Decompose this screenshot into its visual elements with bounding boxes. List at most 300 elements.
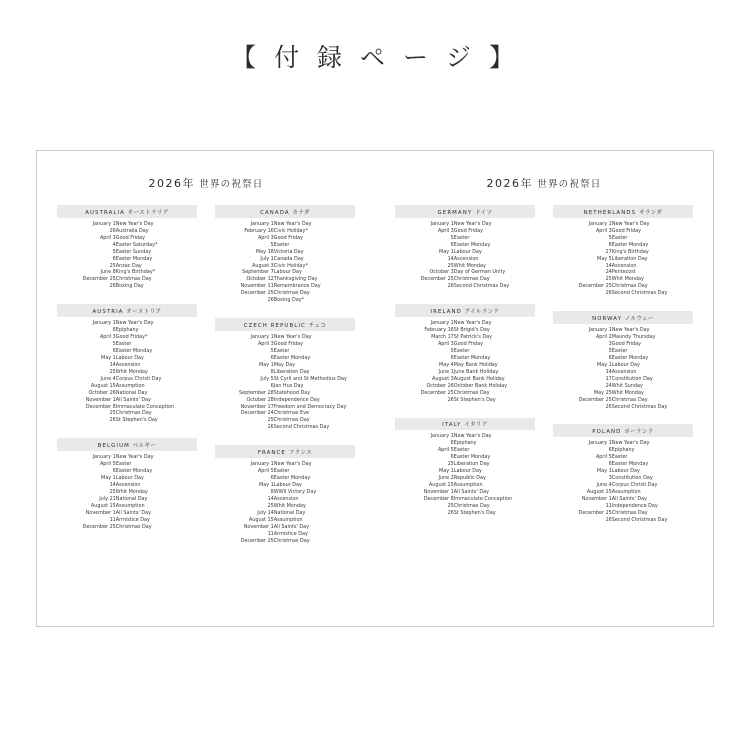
holiday-name: All Saints' Day: [273, 523, 309, 530]
country-block: [553, 424, 693, 523]
holiday-name: Good Friday: [273, 340, 304, 347]
holiday-date: 26: [447, 509, 454, 516]
holiday-date: April 5: [595, 454, 612, 461]
holiday-table: [215, 334, 355, 431]
holiday-row: [215, 297, 355, 304]
holiday-date: May 1: [439, 468, 454, 475]
holiday-name: New Year's Day: [273, 334, 312, 340]
holiday-row: [57, 454, 197, 461]
holiday-name: Liberation Day: [611, 255, 648, 262]
holiday-row: [553, 348, 693, 355]
holiday-row: [57, 410, 197, 417]
holiday-name: New Year's Day: [611, 440, 650, 447]
holiday-row: [57, 235, 197, 242]
holiday-name: Victoria Day: [273, 248, 304, 255]
holiday-name: Easter Monday: [611, 461, 649, 468]
holiday-row: [215, 410, 355, 417]
holiday-name: Labour Day: [611, 468, 640, 475]
holiday-name: New Year's Day: [115, 320, 154, 327]
country-name-jp: ノルウェー: [624, 315, 654, 322]
holiday-row: [57, 482, 197, 489]
holiday-name: Anzac Day: [115, 262, 142, 269]
holiday-row: [395, 510, 535, 517]
holiday-name: Immaculate Conception: [115, 403, 175, 410]
country-header: [215, 205, 355, 218]
holiday-name: New Year's Day: [611, 327, 650, 334]
holiday-date: November 1: [423, 488, 454, 495]
sheet-subtitle-right: 世界の祝祭日: [537, 179, 602, 190]
holiday-date: May 1: [259, 361, 274, 368]
holiday-row: [553, 341, 693, 348]
holiday-row: [553, 397, 693, 404]
holiday-name: St Brigid's Day: [453, 327, 490, 334]
holiday-date: January 1: [588, 327, 612, 334]
country-name-en: FRANCE: [257, 449, 286, 456]
holiday-row: [57, 221, 197, 228]
holiday-table: [395, 320, 535, 403]
holiday-date: October 12: [246, 276, 274, 283]
holiday-row: [553, 249, 693, 256]
holiday-row: [553, 334, 693, 341]
country-header: [395, 205, 535, 218]
holiday-table: [57, 320, 197, 424]
holiday-name: Easter: [611, 234, 628, 241]
country-block: [215, 445, 355, 544]
holiday-name: Good Friday: [611, 227, 642, 234]
holiday-row: [215, 276, 355, 283]
holiday-name: Civic Holiday*: [273, 262, 308, 269]
holiday-name: Freedom and Democracy Day: [273, 403, 347, 410]
holiday-table: [395, 433, 535, 516]
holiday-name: Christmas Day: [453, 389, 490, 396]
holiday-name: WWII Victory Day: [273, 488, 317, 495]
holiday-name: Easter: [115, 461, 132, 468]
holiday-name: Ascension: [273, 495, 299, 502]
holiday-name: Ascension: [115, 361, 141, 368]
holiday-row: [553, 390, 693, 397]
holiday-name: St Stephen's Day: [453, 509, 496, 516]
holiday-date: 26: [447, 283, 454, 290]
holiday-row: [553, 290, 693, 297]
holiday-row: [57, 417, 197, 424]
holiday-row: [215, 461, 355, 468]
holiday-table: [553, 327, 693, 410]
holiday-row: [553, 517, 693, 524]
holiday-date: November 1: [85, 509, 116, 516]
holiday-row: [395, 482, 535, 489]
holiday-date: 25: [267, 502, 274, 509]
holiday-name: Constitution Day: [611, 375, 653, 382]
holiday-row: [395, 489, 535, 496]
holiday-row: [215, 517, 355, 524]
holiday-date: 26: [109, 417, 116, 424]
holiday-row: [395, 276, 535, 283]
holiday-name: Labour Day: [273, 481, 302, 488]
calendar-spread: [36, 150, 714, 627]
holiday-date: January 1: [588, 440, 612, 447]
holiday-date: 26: [109, 227, 116, 234]
column-left-1: [57, 205, 197, 559]
column-right-2: [553, 205, 693, 538]
holiday-name: Easter Sunday: [115, 248, 152, 255]
holiday-row: [395, 269, 535, 276]
holiday-date: October 26: [426, 382, 454, 389]
country-name-jp: カナダ: [292, 209, 310, 216]
holiday-row: [57, 320, 197, 327]
holiday-name: Second Christmas Day: [273, 424, 330, 431]
holiday-date: December 25: [578, 283, 612, 290]
holiday-date: 6: [112, 327, 116, 334]
holiday-name: Good Friday: [453, 227, 484, 234]
holiday-row: [395, 376, 535, 383]
holiday-row: [215, 510, 355, 517]
holiday-date: 24: [605, 269, 612, 276]
country-block: [57, 438, 197, 530]
holiday-name: Easter: [611, 347, 628, 354]
holiday-date: 6: [608, 241, 612, 248]
holiday-date: April 3: [595, 227, 612, 234]
holiday-row: [395, 362, 535, 369]
holiday-date: May 1: [101, 475, 116, 482]
holiday-row: [215, 531, 355, 538]
holiday-name: Statehood Day: [273, 389, 311, 396]
holiday-date: 6: [270, 382, 274, 389]
holiday-date: 5: [112, 340, 116, 347]
holiday-name: Remembrance Day: [273, 283, 321, 290]
holiday-name: Boxing Day*: [273, 297, 305, 304]
holiday-date: 6: [608, 354, 612, 361]
holiday-name: October Bank Holiday: [453, 382, 508, 389]
holiday-row: [215, 362, 355, 369]
holiday-table: [553, 440, 693, 523]
holiday-name: Good Friday: [611, 340, 642, 347]
country-header: [395, 418, 535, 431]
holiday-name: Easter: [453, 347, 470, 354]
country-name-jp: ドイツ: [475, 209, 493, 216]
holiday-date: 25: [109, 410, 116, 417]
holiday-name: St Stephen's Day: [453, 396, 496, 403]
holiday-name: Whit Sunday: [611, 382, 643, 389]
holiday-name: Christmas Day: [453, 276, 490, 283]
holiday-date: 26: [447, 396, 454, 403]
holiday-date: December 25: [240, 537, 274, 544]
holiday-date: December 8: [85, 403, 116, 410]
holiday-name: National Day: [273, 509, 306, 516]
holiday-name: Assumption: [611, 488, 641, 495]
holiday-date: 6: [608, 447, 612, 454]
country-header: [57, 205, 197, 218]
holiday-name: New Year's Day: [453, 433, 492, 440]
holiday-row: [215, 242, 355, 249]
holiday-name: National Day: [115, 389, 148, 396]
holiday-row: [553, 482, 693, 489]
holiday-row: [553, 447, 693, 454]
holiday-row: [215, 355, 355, 362]
holiday-date: 6: [450, 454, 454, 461]
holiday-rows: [215, 334, 355, 431]
holiday-date: December 25: [240, 290, 274, 297]
holiday-date: 8: [270, 368, 274, 375]
holiday-row: [553, 369, 693, 376]
holiday-row: [395, 475, 535, 482]
holiday-name: Easter: [273, 347, 290, 354]
sheet-year-right: 2026年: [486, 177, 534, 190]
holiday-name: Whit Monday: [453, 262, 486, 269]
holiday-row: [57, 362, 197, 369]
holiday-rows: [553, 221, 693, 297]
holiday-date: 5: [112, 248, 116, 255]
holiday-date: May 5: [597, 255, 612, 262]
holiday-row: [395, 397, 535, 404]
sheet-left-columns: [57, 205, 355, 559]
holiday-row: [553, 489, 693, 496]
holiday-row: [553, 283, 693, 290]
holiday-name: Good Friday: [115, 234, 146, 241]
holiday-rows: [57, 320, 197, 424]
holiday-date: 6: [450, 354, 454, 361]
holiday-date: May 25: [593, 389, 612, 396]
holiday-name: Easter Monday: [115, 468, 153, 475]
holiday-name: Assumption: [115, 382, 145, 389]
holiday-row: [215, 390, 355, 397]
holiday-date: 25: [447, 262, 454, 269]
holiday-date: June 4: [596, 481, 612, 488]
holiday-row: [395, 369, 535, 376]
holiday-date: February 16: [424, 327, 454, 334]
holiday-name: Maundy Thursday: [611, 334, 656, 340]
holiday-row: [215, 341, 355, 348]
holiday-name: St Stephen's Day: [115, 417, 158, 424]
holiday-date: May 18: [255, 248, 274, 255]
holiday-date: August 3: [432, 375, 454, 382]
holiday-name: Pentecost: [611, 269, 636, 276]
holiday-date: 5: [450, 234, 454, 241]
holiday-name: Assumption: [453, 481, 483, 488]
holiday-row: [395, 228, 535, 235]
holiday-date: January 1: [430, 220, 454, 227]
holiday-name: Easter Monday: [115, 347, 153, 354]
holiday-name: Second Christmas Day: [611, 403, 668, 410]
holiday-date: 6: [112, 347, 116, 354]
holiday-row: [215, 383, 355, 390]
country-name-en: ITALY: [442, 422, 462, 429]
holiday-rows: [553, 440, 693, 523]
holiday-date: November 1: [85, 396, 116, 403]
holiday-row: [395, 235, 535, 242]
country-header: [57, 438, 197, 451]
holiday-name: All Saints' Day: [115, 396, 151, 403]
holiday-row: [215, 496, 355, 503]
holiday-date: January 1: [250, 220, 274, 227]
holiday-row: [57, 249, 197, 256]
column-left-2: [215, 205, 355, 559]
holiday-row: [395, 283, 535, 290]
country-name-en: BELGIUM: [97, 442, 130, 449]
holiday-row: [215, 404, 355, 411]
holiday-row: [215, 221, 355, 228]
holiday-date: April 3: [99, 334, 116, 340]
holiday-row: [553, 461, 693, 468]
holiday-date: 25: [109, 262, 116, 269]
holiday-table: [553, 221, 693, 297]
holiday-row: [553, 376, 693, 383]
holiday-row: [215, 538, 355, 545]
holiday-name: June Bank Holiday: [453, 368, 499, 375]
holiday-date: November 1: [581, 495, 612, 502]
holiday-date: 5: [270, 241, 274, 248]
country-name-jp: ベルギー: [132, 442, 157, 449]
holiday-date: January 1: [250, 461, 274, 468]
holiday-row: [553, 404, 693, 411]
country-block: [215, 318, 355, 431]
holiday-name: Assumption: [273, 516, 303, 523]
holiday-date: May 1: [101, 354, 116, 361]
holiday-name: Easter Monday: [115, 255, 153, 262]
holiday-row: [553, 228, 693, 235]
holiday-name: Easter Monday: [453, 454, 491, 461]
holiday-row: [215, 503, 355, 510]
holiday-name: Christmas Day: [115, 523, 152, 530]
holiday-row: [553, 269, 693, 276]
holiday-name: Easter Monday: [273, 475, 311, 482]
country-name-jp: イタリア: [464, 422, 488, 429]
holiday-row: [215, 475, 355, 482]
holiday-row: [395, 461, 535, 468]
holiday-date: December 24: [240, 410, 274, 417]
holiday-name: Independence Day: [611, 502, 658, 509]
country-header: [395, 304, 535, 317]
country-block: [395, 304, 535, 403]
holiday-row: [57, 510, 197, 517]
holiday-date: August 15: [90, 502, 116, 509]
holiday-date: December 25: [578, 396, 612, 403]
holiday-row: [215, 228, 355, 235]
holiday-date: 17: [605, 375, 612, 382]
holiday-date: August 15: [586, 488, 612, 495]
holiday-row: [395, 440, 535, 447]
country-name-en: GERMANY: [437, 209, 473, 216]
holiday-name: Christmas Eve: [273, 410, 310, 417]
holiday-row: [57, 404, 197, 411]
holiday-name: Labour Day: [453, 468, 482, 475]
country-name-jp: フランス: [288, 449, 313, 456]
holiday-date: November 1: [243, 523, 274, 530]
holiday-rows: [57, 454, 197, 530]
country-name-en: NETHERLANDS: [583, 209, 637, 216]
holiday-row: [215, 482, 355, 489]
country-header: [215, 318, 355, 331]
holiday-date: 27: [605, 248, 612, 255]
holiday-date: 8: [270, 488, 274, 495]
holiday-name: All Saints' Day: [453, 488, 489, 495]
country-name-en: NORWAY: [592, 315, 623, 322]
holiday-date: 25: [605, 276, 612, 283]
holiday-date: April 3: [257, 340, 274, 347]
holiday-name: Easter: [611, 454, 628, 461]
holiday-table: [395, 221, 535, 291]
holiday-row: [553, 362, 693, 369]
holiday-row: [553, 221, 693, 228]
holiday-name: Independence Day: [273, 396, 320, 403]
holiday-date: 11: [267, 530, 274, 537]
holiday-row: [553, 263, 693, 270]
holiday-name: Day of German Unity: [453, 269, 506, 276]
holiday-name: Corpus Christi Day: [611, 481, 658, 488]
holiday-name: Immaculate Conception: [453, 495, 513, 502]
holiday-row: [215, 235, 355, 242]
page-title: 【 付 録 ペ ー ジ 】: [231, 43, 519, 72]
holiday-row: [395, 454, 535, 461]
holiday-row: [553, 475, 693, 482]
holiday-date: September 28: [238, 389, 274, 396]
holiday-date: June 8: [100, 269, 116, 276]
holiday-name: Civic Holiday*: [273, 227, 308, 234]
holiday-name: Christmas Day: [115, 410, 152, 417]
holiday-date: June 2: [438, 475, 454, 482]
holiday-name: Easter: [453, 234, 470, 241]
holiday-date: December 25: [420, 276, 454, 283]
holiday-date: May 1: [597, 361, 612, 368]
holiday-date: January 1: [588, 220, 612, 227]
country-header: [553, 424, 693, 437]
holiday-name: Labour Day: [453, 248, 482, 255]
holiday-name: Ascension: [115, 481, 141, 488]
holiday-row: [57, 376, 197, 383]
holiday-row: [215, 256, 355, 263]
holiday-name: Christmas Day: [611, 396, 648, 403]
holiday-row: [553, 454, 693, 461]
holiday-row: [215, 424, 355, 431]
holiday-date: April 5: [257, 468, 274, 475]
holiday-date: February 16: [244, 227, 274, 234]
holiday-row: [57, 383, 197, 390]
country-name-jp: チェコ: [308, 322, 327, 329]
holiday-name: Good Friday*: [115, 334, 148, 340]
holiday-name: Whit Monday: [611, 276, 644, 283]
holiday-name: Labour Day: [115, 354, 144, 361]
holiday-date: April 3: [257, 234, 274, 241]
holiday-name: Easter Monday: [273, 354, 311, 361]
sheet-title-left: [57, 175, 355, 191]
holiday-name: New Year's Day: [273, 220, 312, 227]
holiday-name: Epiphany: [453, 440, 477, 447]
holiday-date: December 25: [82, 276, 116, 283]
holiday-name: Epiphany: [611, 447, 635, 454]
holiday-date: 6: [270, 354, 274, 361]
holiday-row: [57, 503, 197, 510]
holiday-date: March 17: [431, 334, 454, 340]
holiday-name: Christmas Day: [453, 502, 490, 509]
holiday-name: St Patrick's Day: [453, 334, 493, 340]
holiday-name: May Bank Holiday: [453, 361, 498, 368]
holiday-name: Easter Monday: [611, 354, 649, 361]
holiday-name: August Bank Holiday: [453, 375, 505, 382]
country-block: [553, 311, 693, 410]
sheet-title-right: [395, 175, 693, 191]
holiday-date: 26: [267, 297, 274, 304]
holiday-date: April 5: [437, 447, 454, 454]
holiday-table: [57, 454, 197, 530]
holiday-date: December 8: [423, 495, 454, 502]
holiday-date: January 1: [92, 220, 116, 227]
sheet-left: [37, 151, 375, 626]
holiday-row: [215, 249, 355, 256]
holiday-row: [57, 369, 197, 376]
holiday-name: Ascension: [611, 368, 637, 375]
holiday-row: [57, 327, 197, 334]
holiday-row: [395, 320, 535, 327]
holiday-row: [57, 517, 197, 524]
